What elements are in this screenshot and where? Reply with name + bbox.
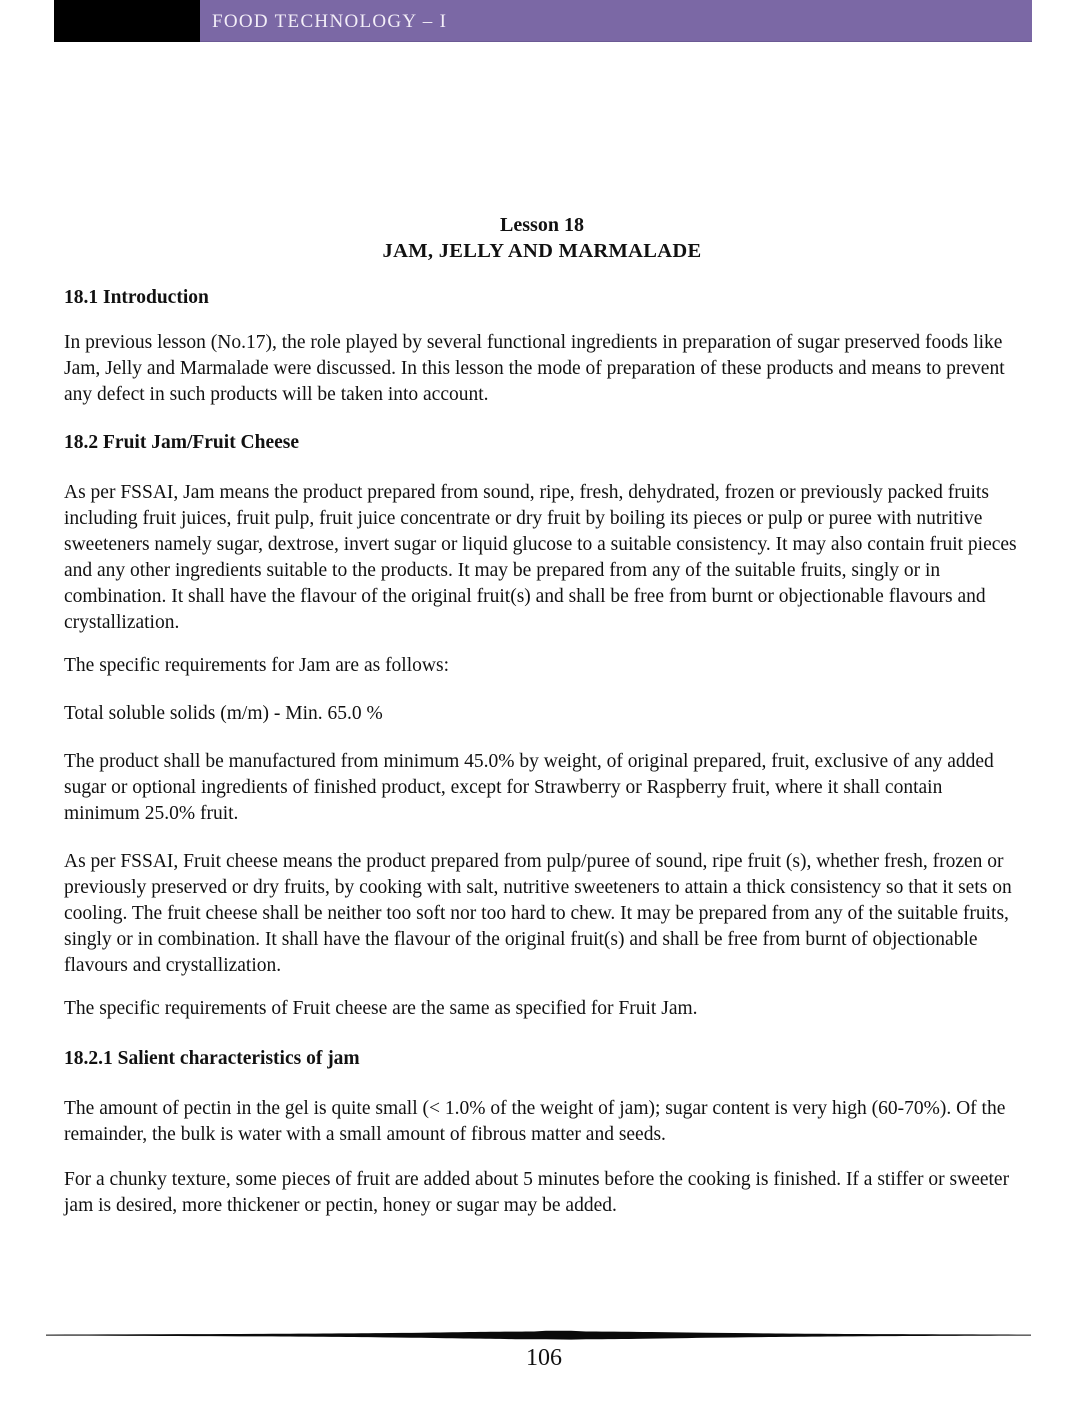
paragraph-intro: In previous lesson (No.17), the role played by several functional ingredients in preparation of sugar preserved foods like Jam, Jelly and Marmalade were discussed. In this lesson the mode of preparation of these products and means to prevent any defect in such products will be taken into account.: [64, 332, 1005, 405]
document-body: [0, 42, 1088, 1219]
paragraph-fssai-jam-definition: As per FSSAI, Jam means the product prepared from sound, ripe, fresh, dehydrated, frozen or previously packed fruits including fruit juices, fruit pulp, fruit juice concentrate or dry fruit by boiling its pieces or pulp or puree with nutritive sweeteners namely sugar, dextrose, invert sugar or liquid glucose to a suitable consistency. It may also contain fruit pieces and any other ingredients suitable to the products. It may be prepared from any of the suitable fruits, singly or in combination. It shall have the flavour of the original fruit(s) and shall be free from burnt or objectionable flavours and crystallization.: [64, 482, 1017, 633]
paragraph-jam-requirements-intro: The specific requirements for Jam are as follows:: [64, 655, 449, 676]
paragraph-total-soluble-solids: Total soluble solids (m/m) - Min. 65.0 %: [64, 703, 383, 724]
lesson-number: Lesson 18: [500, 214, 584, 236]
header-purple-bar: [54, 0, 1032, 42]
section-heading-18-2: 18.2 Fruit Jam/Fruit Cheese: [64, 432, 300, 453]
header-title: FOOD TECHNOLOGY – I: [212, 11, 448, 32]
footer-divider-rule: [46, 1330, 1031, 1342]
page-header: [0, 0, 1088, 42]
page-number: 106: [526, 1345, 562, 1371]
paragraph-minimum-fruit-content: The product shall be manufactured from minimum 45.0% by weight, of original prepared, fruit, exclusive of any added sugar or optional ingredients of finished product, except for Strawberry or Raspberry fruit, where it shall contain minimum 25.0% fruit.: [64, 751, 994, 824]
paragraph-chunky-texture: For a chunky texture, some pieces of fruit are added about 5 minutes before the cooking is finished. If a stiffer or sweeter jam is desired, more thickener or pectin, honey or sugar may be added.: [64, 1169, 1010, 1216]
paragraph-pectin-content: The amount of pectin in the gel is quite small (< 1.0% of the weight of jam); sugar content is very high (60-70%). Of the remainder, the bulk is water with a small amount of fibrous matter and seeds.: [64, 1098, 1006, 1145]
lesson-title: JAM, JELLY AND MARMALADE: [382, 240, 702, 262]
section-heading-18-2-1: 18.2.1 Salient characteristics of jam: [64, 1048, 360, 1069]
header-black-tab: [54, 0, 200, 42]
paragraph-fssai-fruit-cheese-definition: As per FSSAI, Fruit cheese means the product prepared from pulp/puree of sound, ripe fruit (s), whether fresh, frozen or previously preserved or dry fruits, by cooking with salt, nutritive sweeteners to attain a thick consistency so that it sets on cooling. The fruit cheese shall be neither too soft nor too hard to chew. It may be prepared from any of the suitable fruits, singly or in combination. It shall have the flavour of the original fruit(s) and shall be free from burnt of objectionable flavours and crystallization.: [64, 851, 1012, 976]
section-heading-18-1: 18.1 Introduction: [64, 287, 209, 308]
paragraph-fruit-cheese-requirements: The specific requirements of Fruit cheese are the same as specified for Fruit Jam.: [64, 998, 698, 1019]
